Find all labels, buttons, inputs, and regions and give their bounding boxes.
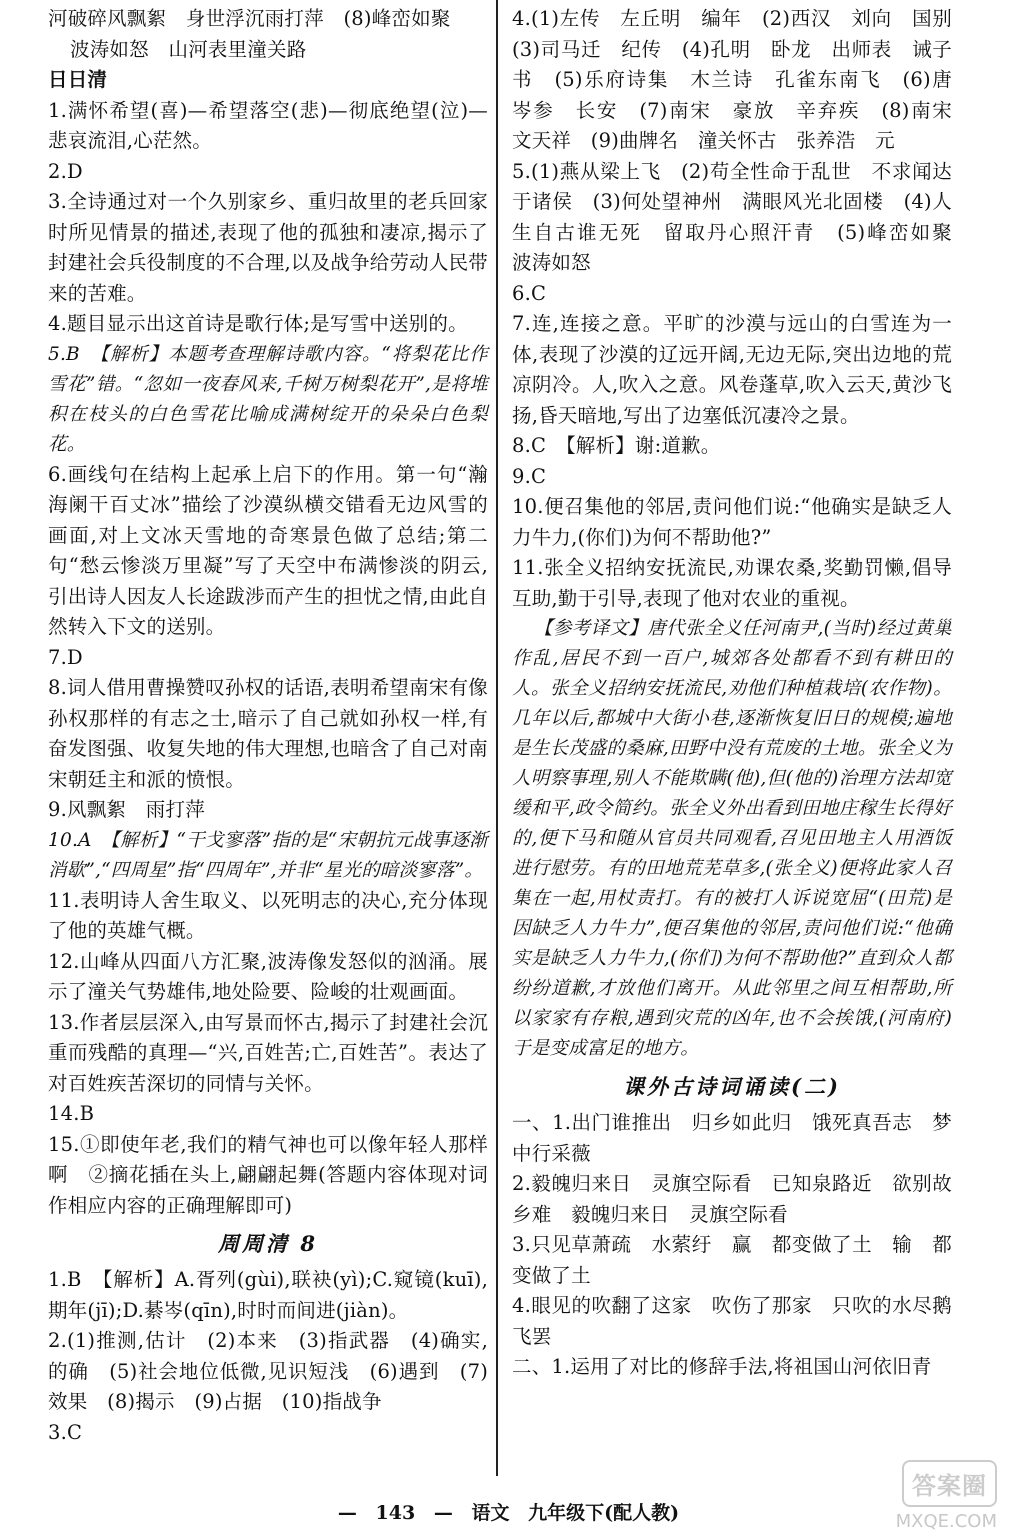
left-line-14: 12.山峰从四面八方汇聚,波涛像发怒似的汹涌。展示了潼关气势雄伟,地处险要、险峻的壮观画面。 xyxy=(48,949,488,1003)
left-line-4: 2.D xyxy=(48,159,83,183)
right-line-2: 6.C xyxy=(512,281,547,305)
left-line-17: 15.①即使年老,我们的精气神也可以像年轻人那样啊 ②摘花插在头上,翩翩起舞(答题内容体现对词作相应内容的正确理解即可) xyxy=(48,1132,488,1217)
footer-dash-left: — xyxy=(337,1502,357,1524)
column-divider xyxy=(496,0,498,1476)
section-title-extracurricular-2: 课外古诗词诵读(二) xyxy=(623,1074,841,1099)
left-line-11: 9.风飘絮 雨打萍 xyxy=(48,798,205,821)
right-line-5: 9.C xyxy=(512,464,547,488)
left-line-20: 2.(1)推测,估计 (2)本来 (3)指武器 (4)确实,的确 (5)社会地位低微,见识短浅 (6)遇到 (7)效果 (8)揭示 (9)占据 (10)指战争 xyxy=(48,1329,488,1413)
left-line-13: 11.表明诗人舍生取义、以死明志的决心,充分体现了他的英雄气概。 xyxy=(48,888,488,942)
footer-subject: 语文 xyxy=(471,1502,510,1524)
left-line-3: 1.满怀希望(喜)—希望落空(悲)—彻底绝望(泣)—悲哀流泪,心茫然。 xyxy=(48,98,488,152)
left-line-7: 5.B 【解析】本题考查理解诗歌内容。“将梨花比作雪花”错。“忽如一夜春风来,千树万树梨花开”,是将堆积在枝头的白色雪花比喻成满树绽开的朵朵白色梨花。 xyxy=(48,343,488,455)
right-line-0: 4.(1)左传 左丘明 编年 (2)西汉 刘向 国别 (3)司马迁 纪传 (4)孔明 卧龙 出师表 诫子书 (5)乐府诗集 木兰诗 孔雀东南飞 (6)唐 岑参 长安 (7)南宋 豪放 辛弃疾 (8)南宋 文天祥 (9)曲牌名 潼关怀古 张养浩 元 xyxy=(512,7,972,152)
left-line-16: 14.B xyxy=(48,1102,95,1125)
right-line-4: 8.C 【解析】谢:道歉。 xyxy=(512,434,721,457)
section-title-weekly-8: 周周清 8 xyxy=(218,1231,318,1256)
section-heading-daily: 日日清 xyxy=(48,68,108,91)
left-line-5: 3.全诗通过对一个久别家乡、重归故里的老兵回家时所见情景的描述,表现了他的孤独和凄凉,揭示了封建社会兵役制度的不合理,以及战争给劳动人民带来的苦难。 xyxy=(48,190,488,305)
left-line-12: 10.A 【解析】“干戈寥落”指的是“宋朝抗元战事逐渐消歇”,“四周星”指“四周年”,并非“星光的暗淡寥落”。 xyxy=(48,829,488,881)
right-line-7: 11.张全义招纳安抚流民,劝课农桑,奖勤罚懒,倡导互助,勤于引导,表现了他对农业的重视。 xyxy=(512,556,952,610)
page-number: 143 xyxy=(375,1502,416,1524)
right-line-10: 一、1.出门谁推出 归乡如此归 饿死真吾志 梦中行采薇 xyxy=(512,1111,952,1165)
right-column xyxy=(512,0,972,1383)
left-line-0: 河破碎风飘絮 身世浮沉雨打萍 (8)峰峦如聚 xyxy=(48,7,451,30)
right-line-1: 5.(1)燕从梁上飞 (2)苟全性命于乱世 不求闻达于诸侯 (3)何处望神州 满眼风光北固楼 (4)人生自古谁无死 留取丹心照汗青 (5)峰峦如聚 波涛如怒 xyxy=(512,159,972,274)
left-line-19: 1.B 【解析】A.胥列(gùi),联袂(yì);C.窥镜(kuī),期年(jī);D.綦岑(qīn),时时而间进(jiàn)。 xyxy=(48,1268,488,1322)
footer-dash-right: — xyxy=(433,1502,453,1524)
watermark-logo: 答案圈 xyxy=(902,1460,997,1507)
footer-grade: 九年级下(配人教) xyxy=(528,1502,680,1524)
left-line-9: 7.D xyxy=(48,645,83,669)
left-line-6: 4.题目显示出这首诗是歌行体;是写雪中送别的。 xyxy=(48,312,468,335)
left-line-1: 波涛如怒 山河表里潼关路 xyxy=(70,37,307,61)
watermark xyxy=(857,1460,997,1530)
left-line-21: 3.C xyxy=(48,1420,83,1444)
right-line-6: 10.便召集他的邻居,责问他们说:“他确实是缺乏人力牛力,(你们)为何不帮助他?” xyxy=(512,495,952,549)
watermark-url: MXQE.COM xyxy=(895,1511,997,1532)
right-line-14: 二、1.运用了对比的修辞手法,将祖国山河依旧青 xyxy=(512,1355,932,1378)
right-line-11: 2.毅魄归来日 灵旗空际看 已知泉路近 欲别故乡难 毅魄归来日 灵旗空际看 xyxy=(512,1172,952,1226)
right-line-12: 3.只见草萧疏 水萦纡 赢 都变做了土 输 都变做了土 xyxy=(512,1233,952,1287)
reference-translation: 【参考译文】唐代张全义任河南尹,(当时)经过黄巢作乱,居民不到一百户,城郊各处都看不到有耕田的人。张全义招纳安抚流民,劝他们种植栽培(农作物)。几年以后,都城中大街小巷,逐渐恢复旧日的规模;遍地是生长茂盛的桑麻,田野中没有荒废的土地。张全义为人明察事理,别人不能欺瞒(他),但(他的)治理方法却宽缓和平,政令简约。张全义外出看到田地庄稼生长得好的,便下马和随从官员共同观看,召见田地主人用酒饭进行慰劳。有的田地荒芜草多,(张全义)便将此家人召集在一起,用杖责打。有的被打人诉说宽屈“(田荒)是因缺乏人力牛力”,便召集他的邻居,责问他们说:“他确实是缺乏人力牛力,(你们)为何不帮助他?”直到众人都纷纷道歉,才放他们离开。从此邻里之间互相帮助,所以家家有存粮,遇到灾荒的凶年,也不会挨饿,(河南府)于是变成富足的地方。 xyxy=(512,618,952,1059)
right-line-3: 7.连,连接之意。平旷的沙漠与远山的白雪连为一体,表现了沙漠的辽远开阔,无边无际,突出边地的荒凉阴冷。人,吹入之意。风卷蓬草,吹入云天,黄沙飞扬,昏天暗地,写出了边塞低沉凄冷之景。 xyxy=(512,312,952,427)
right-line-13: 4.眼见的吹翻了这家 吹伤了那家 只吹的水尽鹅飞罢 xyxy=(512,1294,952,1348)
left-line-15: 13.作者层层深入,由写景而怀古,揭示了封建社会沉重而残酷的真理—“兴,百姓苦;亡,百姓苦”。表达了对百姓疾苦深切的同情与关怀。 xyxy=(48,1010,488,1095)
left-line-10: 8.词人借用曹操赞叹孙权的话语,表明希望南宋有像孙权那样的有志之士,暗示了自己就如孙权一样,有奋发图强、收复失地的伟大理想,也暗含了自己对南宋朝廷主和派的愤恨。 xyxy=(48,676,488,791)
left-column xyxy=(48,0,488,1448)
left-line-8: 6.画线句在结构上起承上启下的作用。第一句“瀚海阑干百丈冰”描绘了沙漠纵横交错看无边风雪的画面,对上文冰天雪地的奇寒景色做了总结;第二句“愁云惨淡万里凝”写了天空中布满惨淡的阴云,引出诗人因友人长途跋涉而产生的担忧之情,由此自然转入下文的送别。 xyxy=(48,462,488,638)
